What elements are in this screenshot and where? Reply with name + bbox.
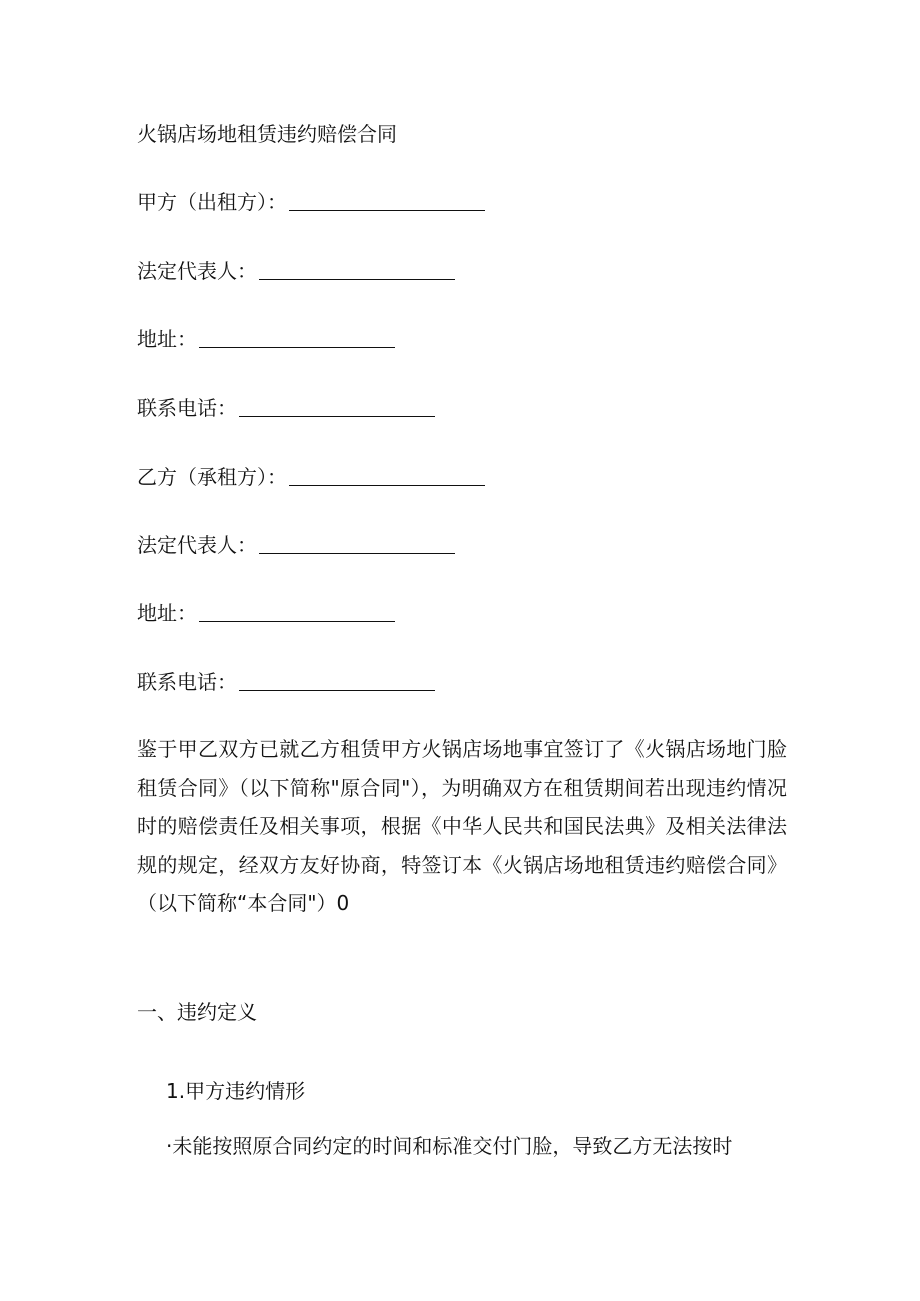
party-a-phone-label: 联系电话：: [137, 396, 237, 420]
party-a-rep-field: [137, 255, 455, 287]
subsection-heading: 1.甲方违约情形: [166, 1079, 306, 1103]
party-a-field: [137, 186, 485, 218]
document-title: 火锅店场地租赁违约赔偿合同: [137, 122, 397, 146]
party-a-blank-line: [289, 190, 485, 211]
party-b-address-label: 地址：: [137, 601, 197, 625]
party-a-address-field: [137, 323, 395, 355]
party-a-phone-blank-line: [239, 396, 435, 417]
party-b-address-blank-line: [199, 601, 395, 622]
party-b-phone-blank-line: [239, 670, 435, 691]
party-b-phone-field: [137, 666, 435, 698]
party-b-rep-blank-line: [259, 533, 455, 554]
party-b-rep-label: 法定代表人：: [137, 533, 257, 557]
party-b-label: 乙方（承租方）：: [137, 465, 287, 489]
party-b-blank-line: [289, 465, 485, 486]
party-a-phone-field: [137, 392, 435, 424]
party-a-address-label: 地址：: [137, 327, 197, 351]
party-a-label: 甲方（出租方）：: [137, 190, 287, 214]
party-b-phone-label: 联系电话：: [137, 670, 237, 694]
party-a-rep-label: 法定代表人：: [137, 259, 257, 283]
party-b-address-field: [137, 597, 395, 629]
party-a-rep-blank-line: [259, 259, 455, 280]
party-b-rep-field: [137, 529, 455, 561]
bullet-item: ·未能按照原合同约定的时间和标准交付门脸，导致乙方无法按时: [166, 1134, 733, 1158]
section-heading: 一、违约定义: [137, 1000, 257, 1024]
party-a-address-blank-line: [199, 327, 395, 348]
preamble-paragraph: 鉴于甲乙双方已就乙方租赁甲方火锅店场地事宜签订了《火锅店场地门脸租赁合同》（以下简称"原合同"），为明确双方在租赁期间若出现违约情况时的赔偿责任及相关事项，根据《中华人民共和国民法典》及相关法律法规的规定，经双方友好协商，特签订本《火锅店场地租赁违约赔偿合同》（以下简称“本合同"）0: [137, 737, 787, 915]
party-b-field: [137, 461, 485, 493]
